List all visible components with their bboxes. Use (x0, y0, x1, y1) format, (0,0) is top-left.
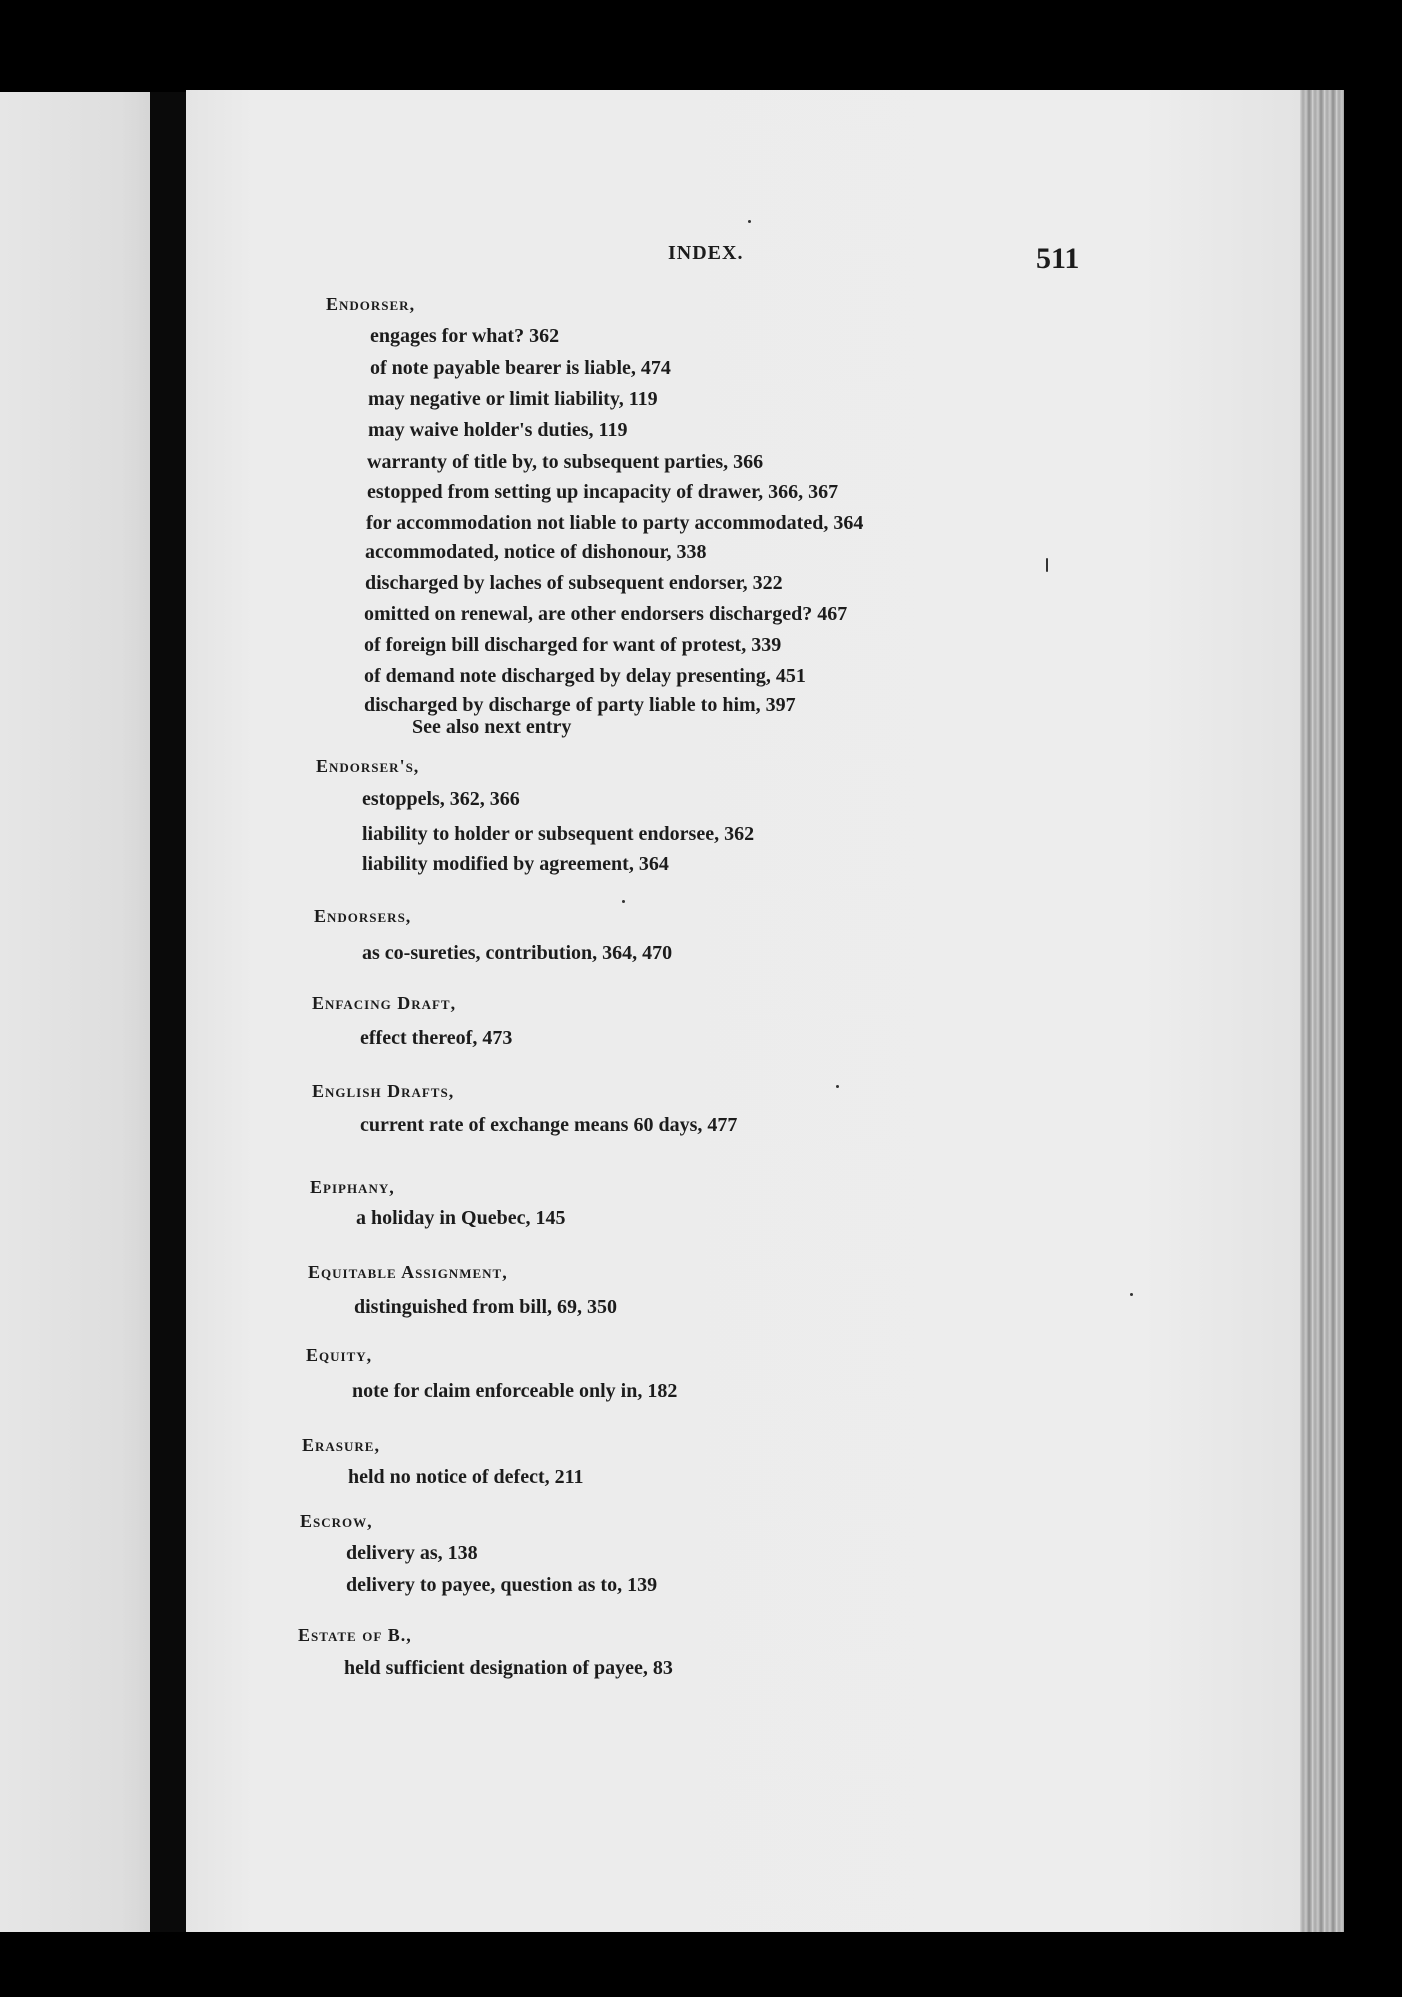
index-line: may waive holder's duties, 119 (368, 419, 628, 441)
index-line: delivery as, 138 (346, 1542, 478, 1564)
page-number: 511 (1036, 242, 1080, 275)
index-heading: Estate of B., (298, 1625, 412, 1645)
index-line: delivery to payee, question as to, 139 (346, 1574, 658, 1596)
index-line: liability to holder or subsequent endorsee, 362 (362, 823, 755, 845)
index-line: of foreign bill discharged for want of protest, 339 (364, 634, 782, 656)
index-heading: English Drafts, (312, 1081, 455, 1101)
index-line: note for claim enforceable only in, 182 (352, 1380, 678, 1402)
index-heading: Escrow, (300, 1511, 373, 1531)
index-heading: Erasure, (302, 1435, 380, 1455)
index-heading: Endorser's, (316, 756, 420, 776)
index-heading: Equity, (306, 1345, 373, 1365)
index-line: liability modified by agreement, 364 (362, 853, 669, 875)
index-line: may negative or limit liability, 119 (368, 388, 658, 410)
index-heading: Equitable Assignment, (308, 1262, 508, 1282)
index-heading: Enfacing Draft, (312, 993, 457, 1013)
index-line: of demand note discharged by delay presenting, 451 (364, 665, 806, 687)
index-line: for accommodation not liable to party accommodated, 364 (366, 512, 864, 534)
index-line: discharged by laches of subsequent endorser, 322 (365, 572, 783, 594)
index-line: estoppels, 362, 366 (362, 788, 520, 810)
index-heading: Epiphany, (310, 1177, 395, 1197)
index-line: current rate of exchange means 60 days, 477 (360, 1114, 738, 1136)
index-line: effect thereof, 473 (360, 1027, 513, 1049)
index-line: distinguished from bill, 69, 350 (354, 1296, 618, 1318)
index-line: accommodated, notice of dishonour, 338 (365, 541, 707, 563)
index-line: held sufficient designation of payee, 83 (344, 1657, 673, 1679)
index-line: as co-sureties, contribution, 364, 470 (362, 942, 673, 964)
index-line: engages for what? 362 (370, 325, 560, 347)
index-line: discharged by discharge of party liable to him, 397 (364, 694, 796, 716)
index-line: warranty of title by, to subsequent parties, 366 (367, 451, 764, 473)
index-heading: Endorser, (326, 294, 416, 314)
index-line: estopped from setting up incapacity of drawer, 366, 367 (367, 481, 839, 503)
running-head: INDEX. (668, 242, 744, 264)
index-line: a holiday in Quebec, 145 (356, 1207, 566, 1229)
index-line: omitted on renewal, are other endorsers discharged? 467 (364, 603, 848, 625)
index-line: of note payable bearer is liable, 474 (370, 357, 671, 379)
index-heading: Endorsers, (314, 906, 412, 926)
see-also-note: See also next entry (412, 716, 572, 738)
index-line: held no notice of defect, 211 (348, 1466, 584, 1488)
